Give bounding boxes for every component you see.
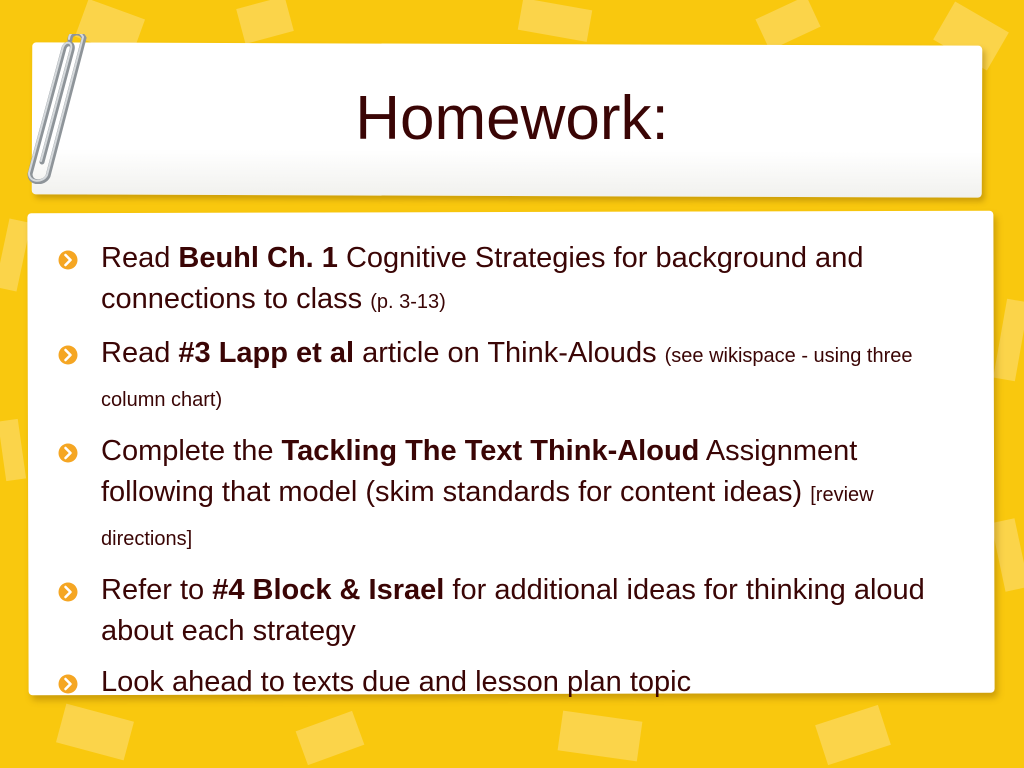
bullet-text: Read — [101, 242, 179, 274]
bullet-text: Read — [101, 337, 179, 369]
bullet-text: article on Think-Alouds — [354, 337, 665, 369]
bullet-item — [58, 662, 958, 703]
chevron-circle-icon — [58, 582, 78, 602]
bullet-note-text: (p. 3-13) — [370, 291, 446, 313]
bullet-text: Complete the — [101, 435, 282, 467]
bullet-bold-text: #4 Block & Israel — [212, 574, 445, 606]
bullet-bold-text: Tackling The Text Think-Aloud — [281, 435, 700, 467]
bullet-note-text: (see wikispace - using three column chart) — [101, 345, 913, 411]
bullet-list — [58, 238, 958, 713]
bullet-bold-text: #3 Lapp et al — [178, 337, 355, 369]
bullet-text: for additional ideas for thinking aloud about each strategy — [101, 574, 925, 647]
bullet-item — [58, 570, 958, 652]
bullet-item — [58, 333, 958, 421]
bullet-text: Refer to — [101, 574, 213, 606]
bullet-note-text: [review directions] — [101, 484, 874, 550]
chevron-circle-icon — [58, 674, 78, 694]
bullet-bold-text: Beuhl Ch. 1 — [178, 242, 338, 274]
bullet-item — [58, 238, 958, 323]
paperclip-icon — [14, 34, 94, 184]
bullet-text: Assignment following that model (skim standards for content ideas) — [101, 435, 858, 508]
bullet-text: Look ahead to texts due and lesson plan topic — [101, 666, 692, 698]
chevron-circle-icon — [58, 250, 78, 270]
chevron-circle-icon — [58, 345, 78, 365]
chevron-circle-icon — [58, 443, 78, 463]
slide-title: Homework: — [355, 84, 669, 153]
bullet-item — [58, 431, 958, 560]
bullet-text: Cognitive Strategies for background and connections to class — [101, 242, 864, 315]
